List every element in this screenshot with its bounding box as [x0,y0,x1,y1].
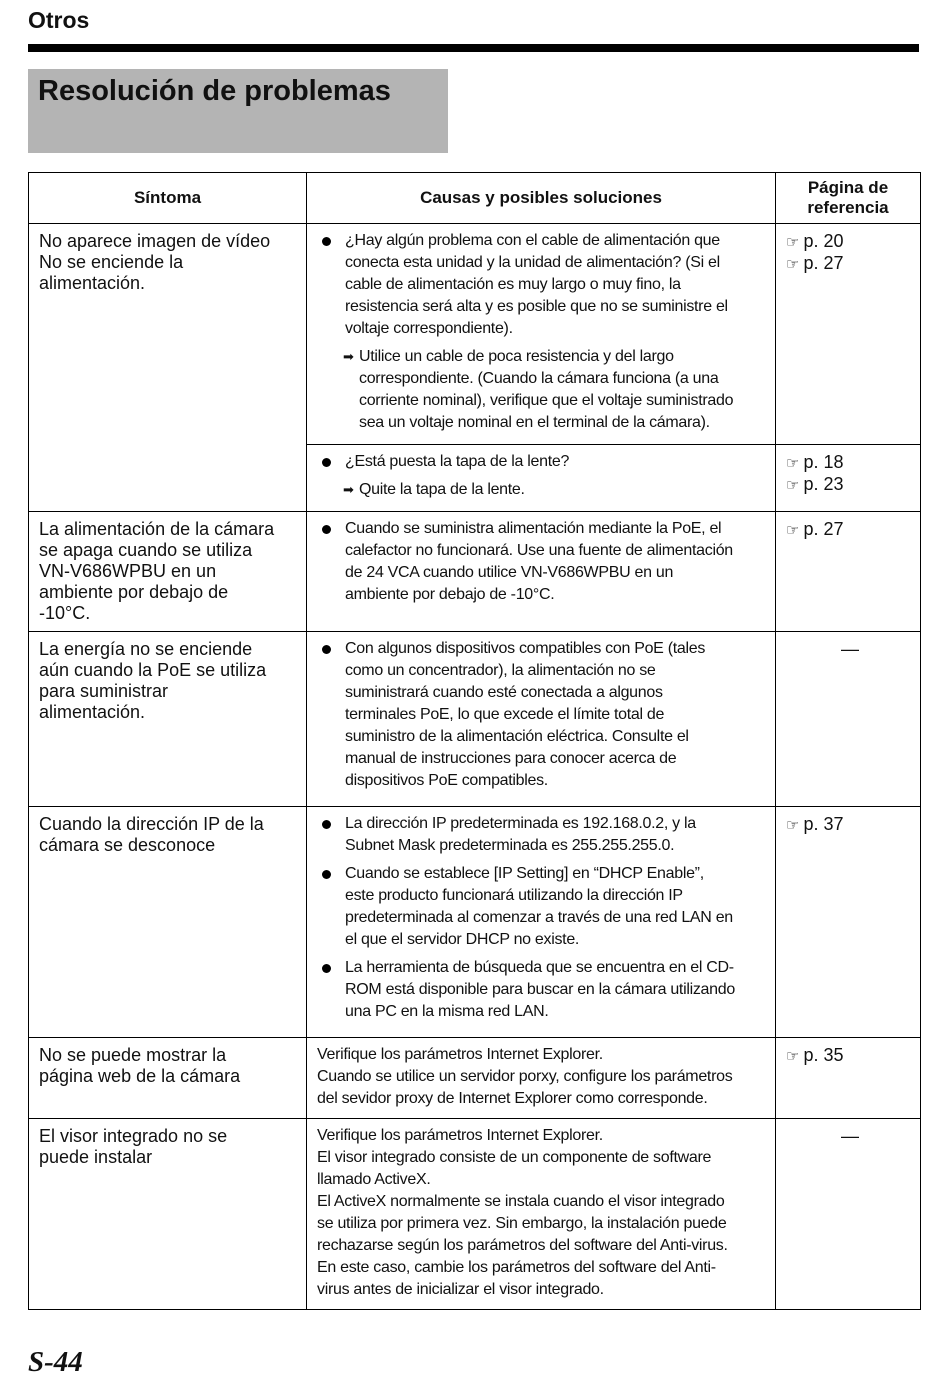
pointing-hand-icon: ☞ [786,476,800,494]
reference-cell [776,224,921,445]
cause-line: dispositivos PoE compatibles. [345,772,548,789]
causes-cell [307,632,776,807]
no-reference-dash: — [841,1126,859,1146]
table-row [29,1119,921,1310]
bullet-dot-icon [322,458,331,467]
bullet-dot-icon [322,820,331,829]
cause-line: llamado ActiveX. [317,1171,431,1188]
cause-line: el que el servidor DHCP no existe. [345,931,580,948]
table-row [29,512,921,632]
symptom-line: VN-V686WPBU en un [39,561,217,581]
table-row [29,224,921,445]
reference-cell [776,445,921,512]
cause-line: Cuando se utilice un servidor porxy, configure los parámetros [317,1068,733,1085]
table-body [29,224,921,1310]
symptom-line: se apaga cuando se utiliza [39,540,253,560]
cause-bullet [317,957,769,1023]
cause-line: La dirección IP predeterminada es 192.168.0.2, y la [345,815,696,832]
solution-line: corriente nominal), verifique que el voltaje suministrado [359,392,734,409]
cause-line: Subnet Mask predeterminada es 255.255.255.0. [345,837,675,854]
page-reference-text: p. 23 [803,474,844,494]
page-reference [786,474,914,496]
cause-line: La herramienta de búsqueda que se encuentra en el CD- [345,959,734,976]
solution-line: Utilice un cable de poca resistencia y del largo [359,348,674,365]
symptom-cell [29,807,307,1038]
symptom-line: El visor integrado no se [39,1126,228,1146]
reference-cell [776,807,921,1038]
symptom-line: alimentación. [39,702,146,722]
symptom-line: -10°C. [39,603,91,623]
symptom-line: No se puede mostrar la [39,1045,227,1065]
symptom-cell [29,632,307,807]
header-symptom: Síntoma [29,173,307,224]
solution-line: correspondiente. (Cuando la cámara funciona (a una [359,370,719,387]
cause-bullet [317,813,769,857]
page-reference [786,231,914,253]
arrow-right-icon: ➡ [343,482,354,497]
cause-line: una PC en la misma red LAN. [345,1003,549,1020]
cause-line: rechazarse según los parámetros del software del Anti-virus. [317,1237,728,1254]
header-rule [28,44,919,52]
table-row [29,632,921,807]
cause-line: Cuando se establece [IP Setting] en “DHCP Enable”, [345,865,704,882]
causes-cell [307,1119,776,1310]
reference-cell [776,512,921,632]
symptom-line: página web de la cámara [39,1066,241,1086]
symptom-line: La energía no se enciende [39,639,253,659]
solution [317,479,769,501]
symptom-line: No se enciende la [39,252,184,272]
cause-line: ROM está disponible para buscar en la cámara utilizando [345,981,735,998]
pointing-hand-icon: ☞ [786,233,800,251]
cause-line: terminales PoE, lo que excede el límite total de [345,706,665,723]
cause-line: calefactor no funcionará. Use una fuente de alimentación [345,542,733,559]
table-row [29,1038,921,1119]
cause-line: suministrará cuando esté conectada a algunos [345,684,663,701]
causes-cell [307,807,776,1038]
cause-line: se utiliza por primera vez. Sin embargo, la instalación puede [317,1215,727,1232]
reference-cell [776,1038,921,1119]
header-causes: Causas y posibles soluciones [307,173,776,224]
page-reference-text: p. 27 [803,519,844,539]
symptom-line: cámara se desconoce [39,835,216,855]
cause-line: Verifique los parámetros Internet Explorer. [317,1046,603,1063]
symptom-line: ambiente por debajo de [39,582,229,602]
solution-line: Quite la tapa de la lente. [359,481,525,498]
header-reference-line: Página de [807,178,889,197]
cause-line: En este caso, cambie los parámetros del software del Anti- [317,1259,716,1276]
cause-line: conecta esta unidad y la unidad de alimentación? (Si el [345,254,720,271]
header-reference [776,173,921,224]
symptom-line: Cuando la dirección IP de la [39,814,264,834]
cause-bullet [317,451,769,473]
cause-line: manual de instrucciones para conocer acerca de [345,750,677,767]
page-reference [786,253,914,275]
causes-cell [307,1038,776,1119]
bullet-dot-icon [322,870,331,879]
cause-line: de 24 VCA cuando utilice VN-V686WPBU en un [345,564,674,581]
cause-line: Con algunos dispositivos compatibles con PoE (tales [345,640,706,657]
symptom-line: para suministrar [39,681,169,701]
pointing-hand-icon: ☞ [786,521,800,539]
causes-cell [307,512,776,632]
table-row [29,807,921,1038]
page-reference [786,814,914,836]
page-reference-text: p. 37 [803,814,844,834]
symptom-line: No aparece imagen de vídeo [39,231,271,251]
cause-line: ¿Hay algún problema con el cable de alimentación que [345,232,720,249]
page-reference-text: p. 27 [803,253,844,273]
section-label: Otros [28,7,90,33]
bullet-dot-icon [322,964,331,973]
pointing-hand-icon: ☞ [786,816,800,834]
bullet-dot-icon [322,525,331,534]
title-box [28,69,448,153]
cause-line: ¿Está puesta la tapa de la lente? [345,453,570,470]
cause-line: este producto funcionará utilizando la dirección IP [345,887,683,904]
cause-line: predeterminada al comenzar a través de una red LAN en [345,909,733,926]
page-reference [786,519,914,541]
page-reference [786,452,914,474]
bullet-dot-icon [322,645,331,654]
header-reference-line: referencia [807,198,889,217]
pointing-hand-icon: ☞ [786,255,800,273]
causes-cell [307,445,776,512]
solution-line: sea un voltaje nominal en el terminal de la cámara). [359,414,710,431]
cause-bullet [317,863,769,951]
cause-line: resistencia será alta y es posible que no se suministre el [345,298,728,315]
cause-bullet [317,638,769,792]
page-reference [786,1045,914,1067]
cause-bullet [317,230,769,340]
page-number: S-44 [28,1346,83,1378]
pointing-hand-icon: ☞ [786,454,800,472]
symptom-cell [29,512,307,632]
page-reference-text: p. 18 [803,452,844,472]
cause-line: virus antes de inicializar el visor integrado. [317,1281,604,1298]
solution [317,346,769,434]
cause-line: suministro de la alimentación eléctrica. Consulte el [345,728,689,745]
page-reference-text: p. 35 [803,1045,844,1065]
bullet-dot-icon [322,237,331,246]
cause-line: del sevidor proxy de Internet Explorer como corresponde. [317,1090,708,1107]
symptom-line: aún cuando la PoE se utiliza [39,660,267,680]
arrow-right-icon: ➡ [343,349,354,364]
table-header-row [29,173,921,224]
cause-line: como un concentrador), la alimentación no se [345,662,656,679]
cause-line: voltaje correspondiente). [345,320,513,337]
cause-line: El visor integrado consiste de un componente de software [317,1149,712,1166]
cause-line: El ActiveX normalmente se instala cuando el visor integrado [317,1193,725,1210]
cause-line: cable de alimentación es muy largo o muy fino, la [345,276,681,293]
symptom-line: puede instalar [39,1147,153,1167]
causes-cell [307,224,776,445]
symptom-line: La alimentación de la cámara [39,519,275,539]
reference-cell [776,1119,921,1310]
no-reference-dash: — [841,639,859,659]
symptom-line: alimentación. [39,273,146,293]
symptom-cell [29,1038,307,1119]
cause-bullet [317,518,769,606]
symptom-cell [29,224,307,512]
symptom-cell [29,1119,307,1310]
page-title: Resolución de problemas [38,75,391,107]
cause-line: ambiente por debajo de -10°C. [345,586,555,603]
cause-line: Cuando se suministra alimentación mediante la PoE, el [345,520,722,537]
reference-cell [776,632,921,807]
troubleshooting-table [28,172,921,1310]
page-reference-text: p. 20 [803,231,844,251]
cause-line: Verifique los parámetros Internet Explorer. [317,1127,603,1144]
pointing-hand-icon: ☞ [786,1047,800,1065]
